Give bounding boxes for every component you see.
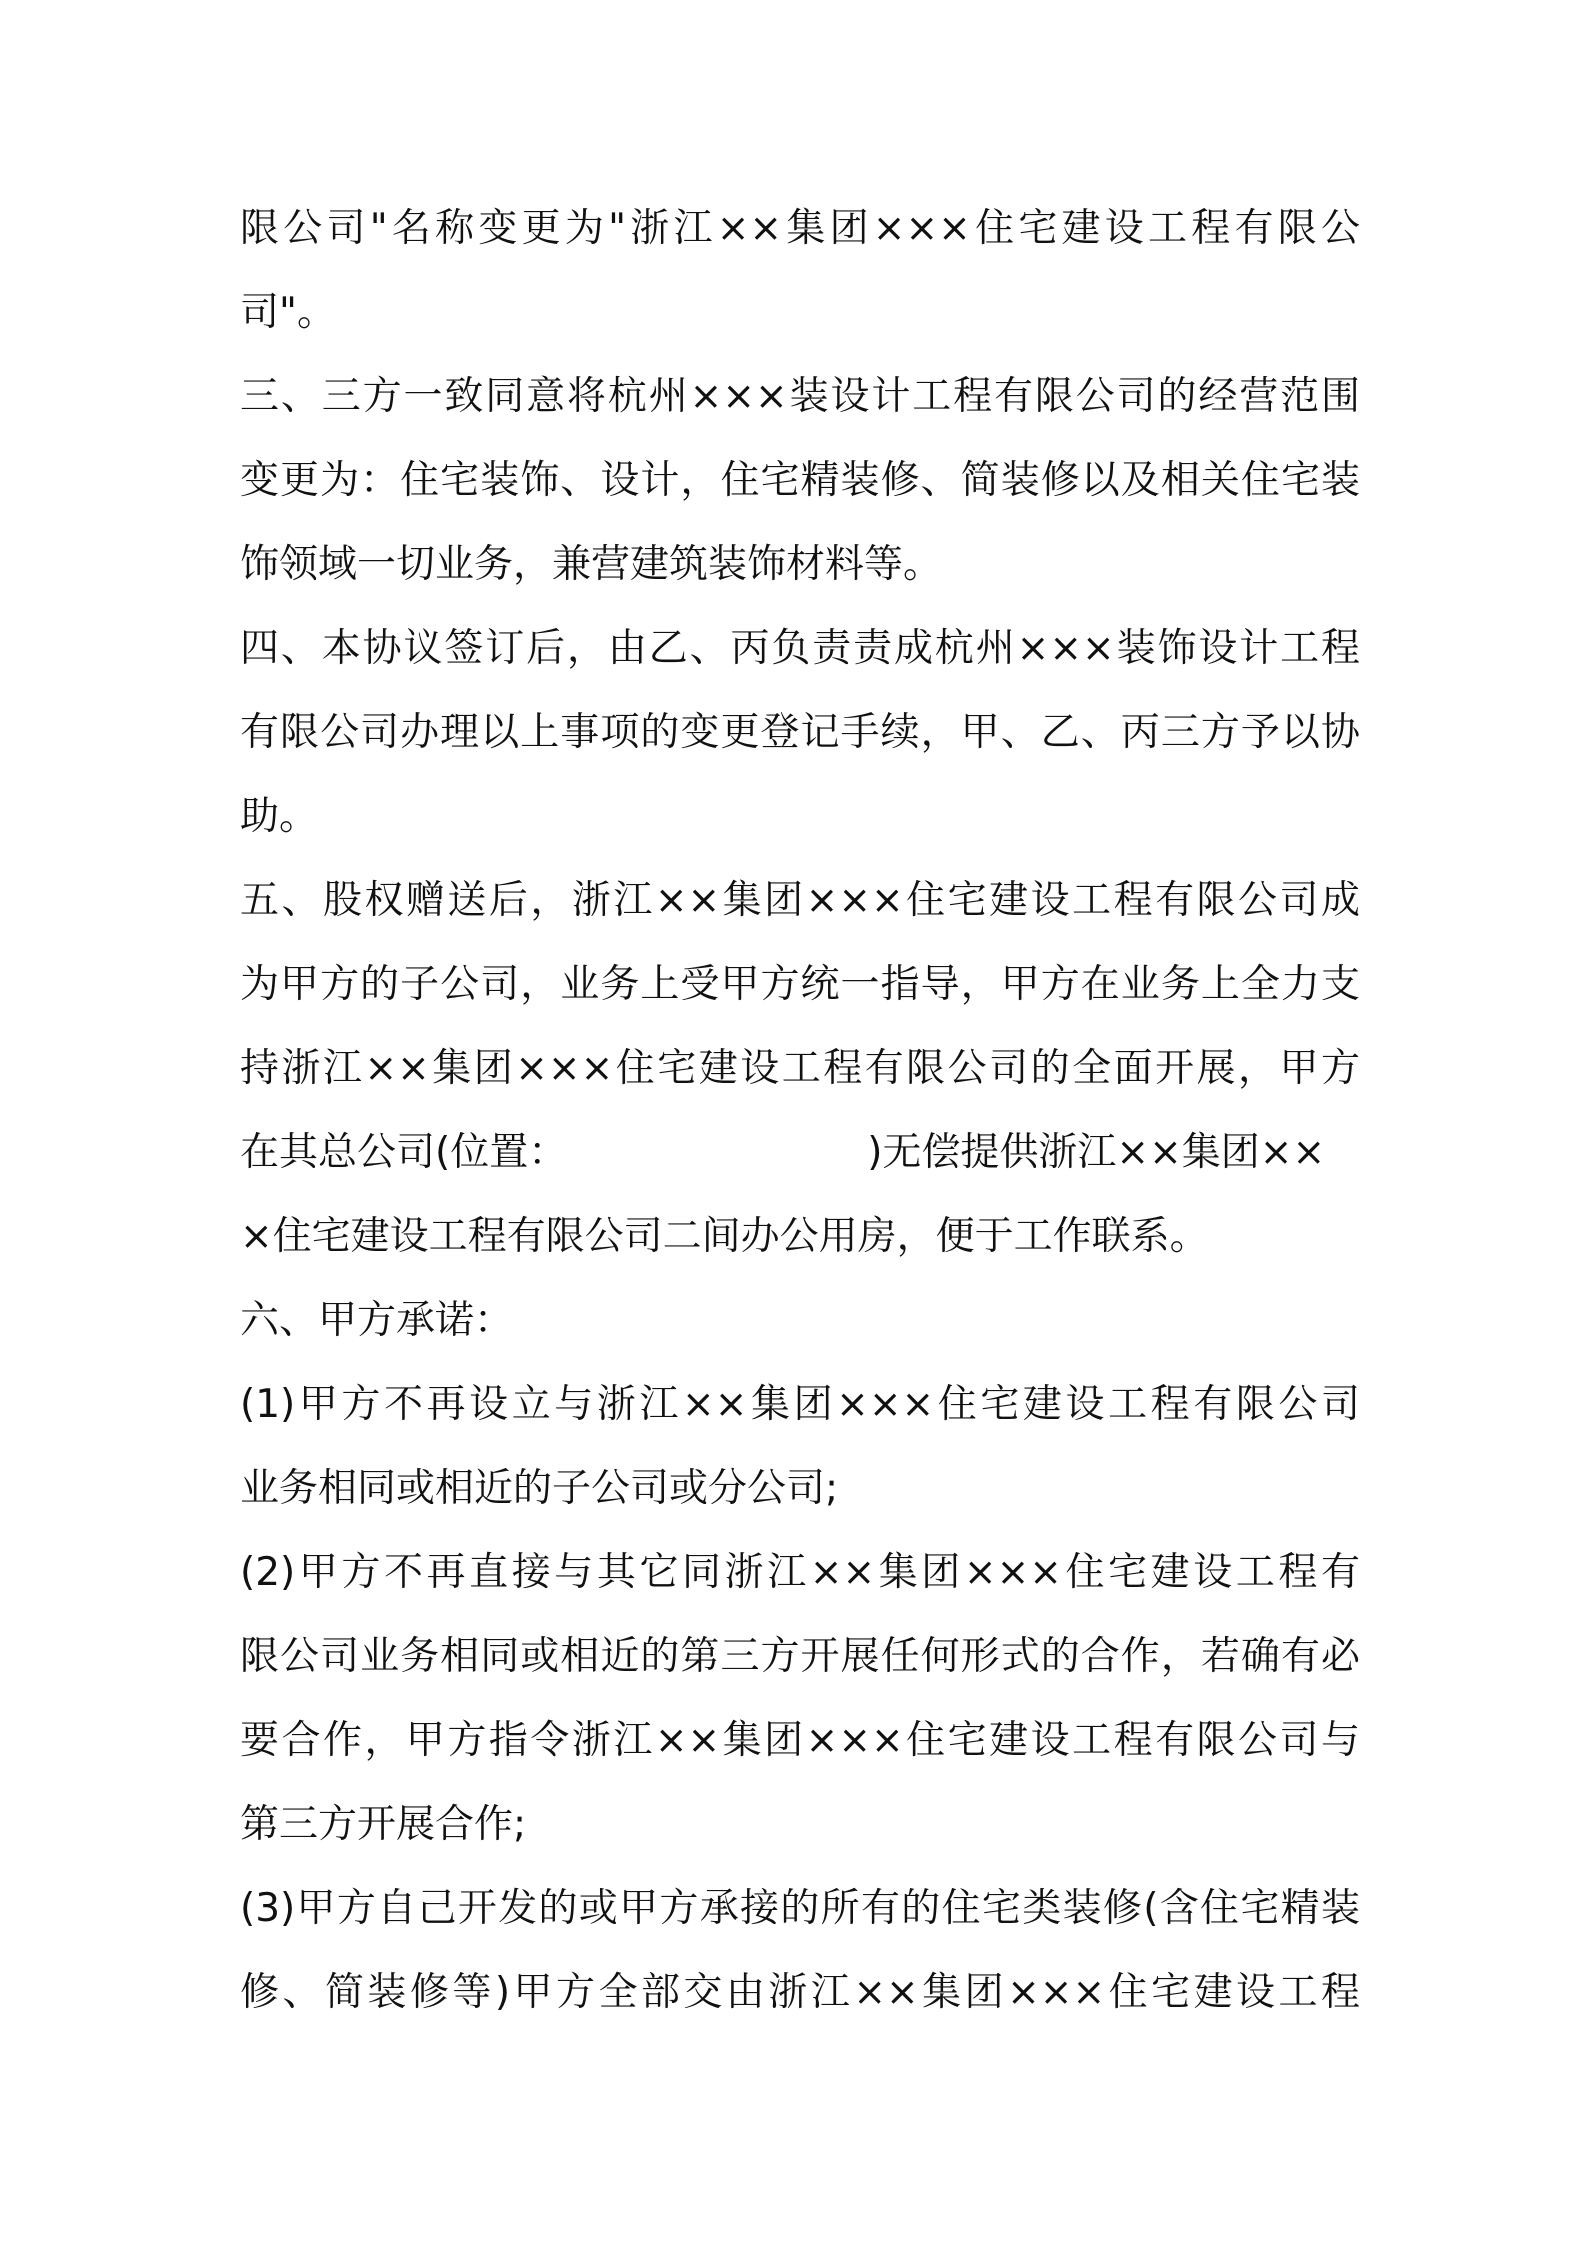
text-line: 限公司"名称变更为"浙江××集团×××住宅建设工程有限公 <box>240 206 1360 251</box>
text-line: 司"。 <box>240 290 336 335</box>
text-line: 限公司业务相同或相近的第三方开展任何形式的合作，若确有必 <box>240 1634 1360 1679</box>
text-line: 五、股权赠送后，浙江××集团×××住宅建设工程有限公司成 <box>240 878 1360 923</box>
text-line: 助。 <box>240 794 319 839</box>
text-line: 饰领域一切业务，兼营建筑装饰材料等。 <box>240 542 943 587</box>
text-line: (3)甲方自己开发的或甲方承接的所有的住宅类装修(含住宅精装 <box>240 1886 1360 1931</box>
text-line: 六、甲方承诺： <box>240 1298 514 1343</box>
text-line: 第三方开展合作; <box>240 1802 527 1847</box>
text-line: 修、简装修等)甲方全部交由浙江××集团×××住宅建设工程 <box>240 1970 1360 2015</box>
text-line: (1)甲方不再设立与浙江××集团×××住宅建设工程有限公司 <box>240 1382 1360 1427</box>
text-line: 为甲方的子公司，业务上受甲方统一指导，甲方在业务上全力支 <box>240 962 1360 1007</box>
text-line: 持浙江××集团×××住宅建设工程有限公司的全面开展，甲方 <box>240 1046 1360 1091</box>
location-prefix: 在其总公司(位置： <box>240 1130 568 1175</box>
text-line: 有限公司办理以上事项的变更登记手续，甲、乙、丙三方予以协 <box>240 710 1360 755</box>
location-line <box>240 1111 1360 1195</box>
text-line: (2)甲方不再直接与其它同浙江××集团×××住宅建设工程有 <box>240 1550 1360 1595</box>
document-body <box>240 187 1360 2035</box>
text-line: 三、三方一致同意将杭州×××装设计工程有限公司的经营范围 <box>240 374 1360 419</box>
text-line: 要合作，甲方指令浙江××集团×××住宅建设工程有限公司与 <box>240 1718 1360 1763</box>
text-line: 业务相同或相近的子公司或分公司; <box>240 1466 839 1511</box>
text-line: 变更为：住宅装饰、设计，住宅精装修、简装修以及相关住宅装 <box>240 458 1360 503</box>
location-suffix: )无偿提供浙江××集团×× <box>867 1130 1326 1175</box>
text-line: ×住宅建设工程有限公司二间办公用房，便于工作联系。 <box>240 1214 1209 1259</box>
text-line: 四、本协议签订后，由乙、丙负责责成杭州×××装饰设计工程 <box>240 626 1360 671</box>
